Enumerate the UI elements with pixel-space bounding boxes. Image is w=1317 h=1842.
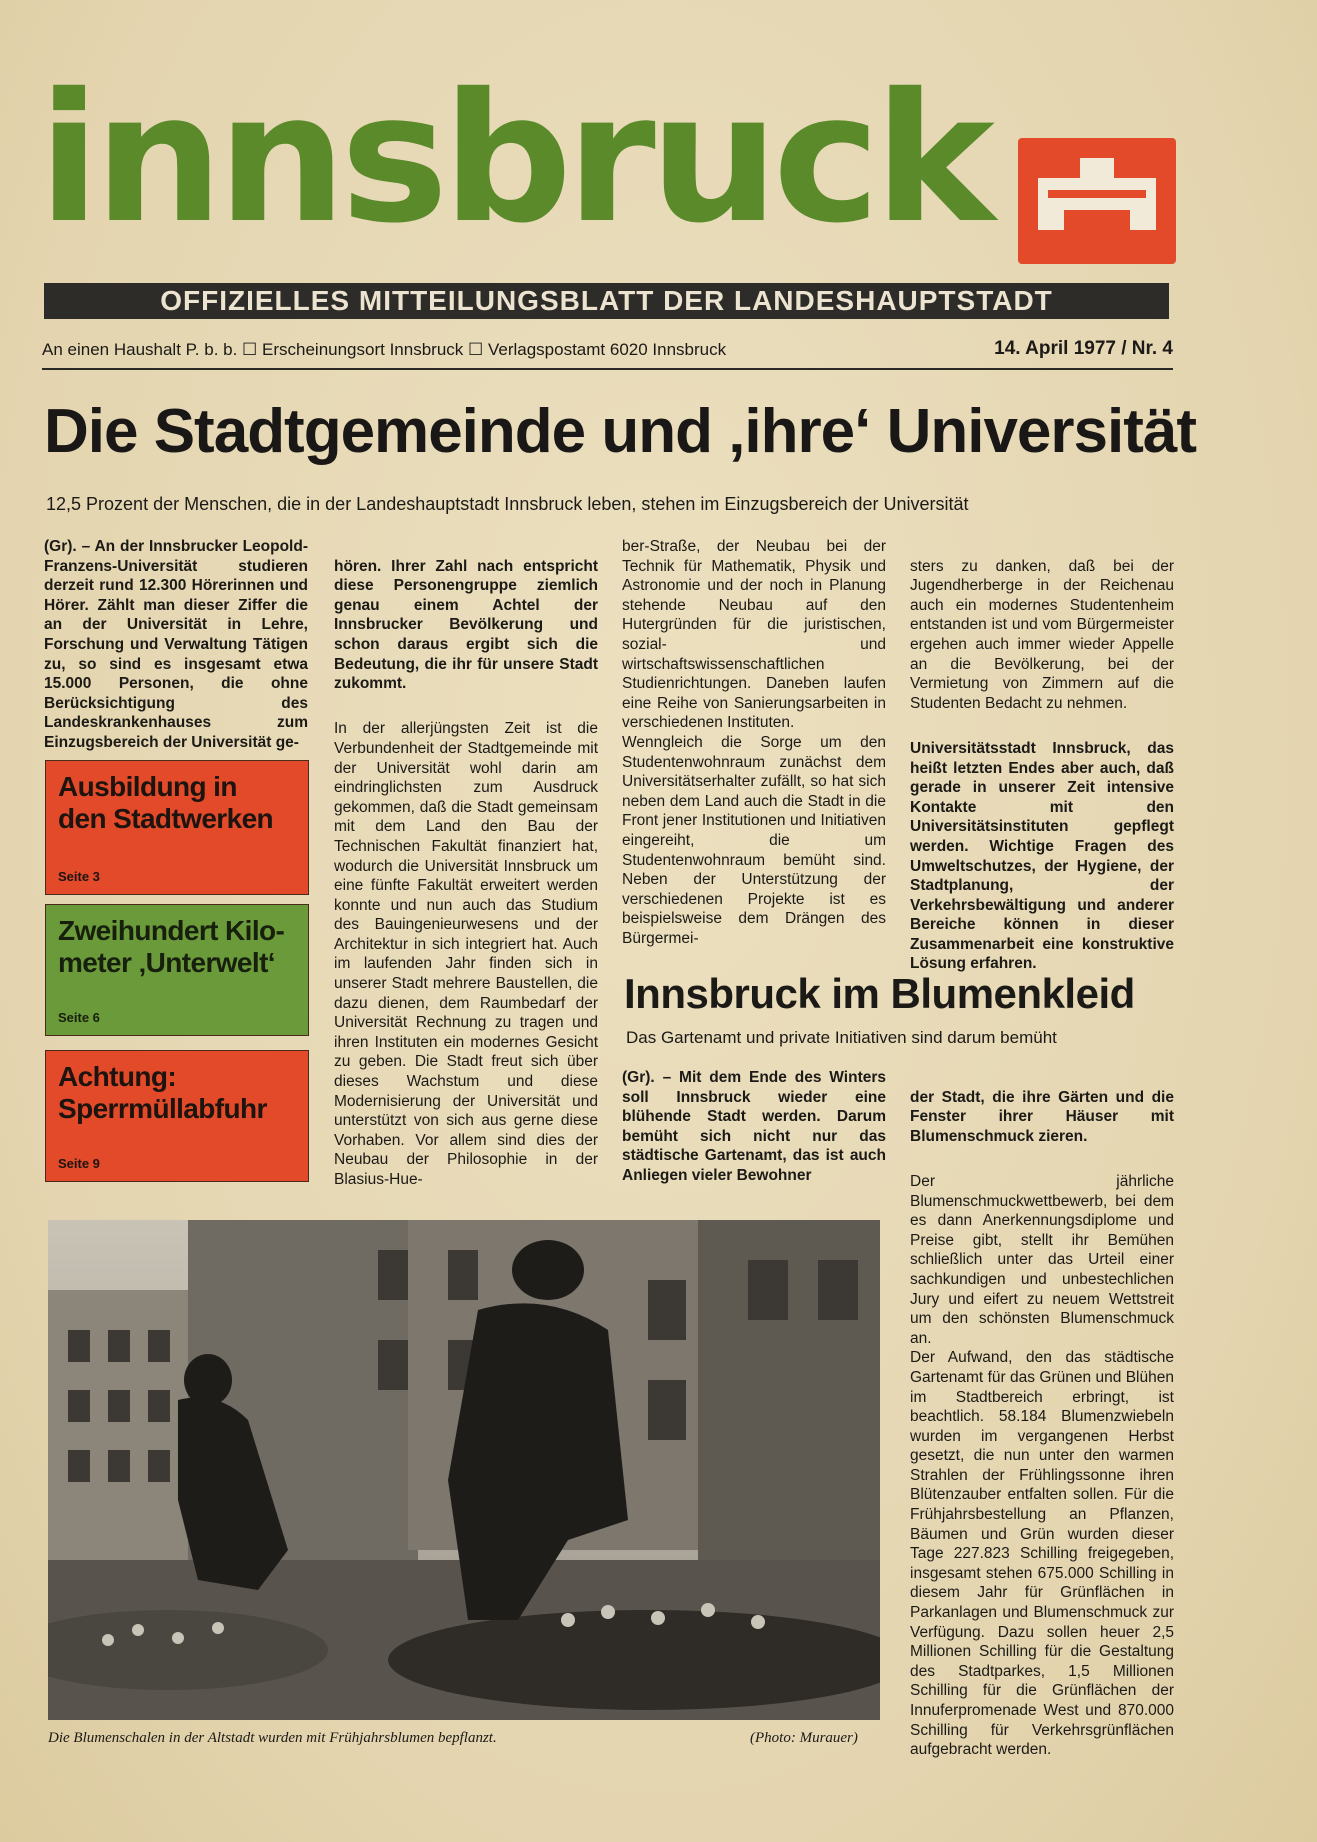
teaser-box-training[interactable] [45, 760, 309, 895]
article1-column-1: (Gr). – An der Innsbrucker Leopold-Franzens-Universität studieren derzeit rund 12.300 Hörerinnen und Hörer. Zählt man dieser Ziffer die an der Universität in Lehre, Forschung und Verwaltung Tätigen zu, so sind es insgesamt etwa 15.000 Personen, die ohne Berücksichtigung des Landeskrankenhauses zum Einzugsbereich der Universität ge- [44, 538, 308, 751]
article1-column-4-body: sters zu danken, daß bei der Jugendherberge in der Reichenau auch ein modernes Studentenheim entstanden ist und vom Bürgermeister ergehen auch immer wieder Appelle an die Bevölkerung, bei der Vermietung von Zimmern auf die Studenten Bedacht zu nehmen. [910, 557, 1174, 712]
second-headline: Innsbruck im Blumenkleid [624, 970, 1135, 1017]
teaser-page: Seite 3 [58, 869, 100, 884]
article1-column-2-lead: hören. Ihrer Zahl nach entspricht diese Personengruppe ziemlich genau einem Achtel der Innsbrucker Bevölkerung und schon daraus ergibt sich die Bedeutung, die ihr für unsere Stadt zukommt. [334, 557, 598, 693]
main-subhead: 12,5 Prozent der Menschen, die in der Landeshauptstadt Innsbruck leben, stehen im Einzugsbereich der Universität [46, 494, 969, 514]
article2-column-2-lead: der Stadt, die ihre Gärten und die Fenster ihrer Häuser mit Blumenschmuck zieren. [910, 1088, 1174, 1145]
article1-column-2-body: In der allerjüngsten Zeit ist die Verbundenheit der Stadtgemeinde mit der Universität wohl darin am eindringlichsten zum Ausdruck gekommen, daß die Stadt gemeinsam mit dem Land den Bau der Technischen Fakultät finanziert hat, wodurch die Universität Innsbruck um eine fünfte Fakultät erweitert werden konnte und nun auch das Studium des Bauingenieurwesens und der Architektur in sich integriert hat. Auch im laufenden Jahr finden sich in unserer Stadt mehrere Baustellen, die dazu dienen, dem Raumbedarf der Universität Rechnung zu tragen und ihren Instituten ein modernes Gesicht zu geben. Die Stadt freut sich über dieses Wachstum und diese Modernisierung der Universität und unterstützt von sich aus gerne diese Vorhaben. Vor allem sind dies der Neubau der Philosophie in der Blasius-Hue- [334, 720, 598, 1188]
article2-column-1: (Gr). – Mit dem Ende des Winters soll Innsbruck wieder eine blühende Stadt werden. Darum bemüht sich nicht nur das städtische Gartenamt, das ist auch Anliegen vieler Bewohner [622, 1069, 886, 1184]
masthead [38, 55, 1174, 266]
teaser-page: Seite 9 [58, 1156, 100, 1171]
second-subhead: Das Gartenamt und private Initiativen sind darum bemüht [626, 1028, 1057, 1047]
teaser-title: Achtung: Sperrmüllabfuhr [58, 1061, 267, 1124]
tagline-bar: OFFIZIELLES MITTEILUNGSBLATT DER LANDESHAUPTSTADT [44, 283, 1169, 319]
masthead-logo: innsbruck [38, 55, 989, 262]
teaser-title: Ausbildung in den Stadtwerken [58, 771, 274, 834]
main-headline: Die Stadtgemeinde und ‚ihre‘ Universität [44, 397, 1197, 466]
postal-info: An einen Haushalt P. b. b. ☐ Erscheinungsort Innsbruck ☐ Verlagspostamt 6020 Innsbruck [42, 340, 727, 359]
street-photo [48, 1220, 880, 1720]
photo-credit: (Photo: Murauer) [750, 1730, 858, 1746]
article1-column-4-closing: Universitätsstadt Innsbruck, das heißt letzten Endes aber auch, daß gerade in unserer Zeit intensive Kontakte mit den Universitätsinstituten gepflegt werden. Wichtige Fragen des Umweltschutzes, der Hygiene, der Stadtplanung, der Verkehrsbewältigung und anderer Bereiche können in dieser Zusammenarbeit eine konstruktive Lösung erfahren. [910, 739, 1174, 973]
meta-row [42, 338, 1173, 364]
teaser-box-underground[interactable] [45, 904, 309, 1036]
teaser-page: Seite 6 [58, 1010, 100, 1025]
article1-column-3: ber-Straße, der Neubau bei der Technik für Mathematik, Physik und Astronomie und der noch in Planung stehende Neubau auf den Hutergründen für die juristischen, sozial- und wirtschaftswissenschaftlichen Studienrichtungen. Daneben laufen eine Reihe von Sanierungsarbeiten in verschiedenen Instituten. Wenngleich die Sorge um den Studentenwohnraum zunächst dem Universitätserhalter zufällt, so hat sich neben dem Land auch die Stadt in die Front jener Institutionen und Initiativen eingereiht, die um Studentenwohnraum bemüht sind. Neben der Unterstützung der verschiedenen Projekte ist es beispielsweise dem Drängen des Bürgermei- [622, 538, 886, 947]
article1-column-4 [910, 537, 1174, 1000]
teaser-title: Zweihundert Kilo- meter ‚Unterwelt‘ [58, 915, 285, 978]
article2-column-2 [910, 1068, 1174, 1785]
city-emblem-icon [1018, 138, 1176, 264]
divider [42, 368, 1173, 370]
article1-column-2 [334, 537, 598, 1215]
photo-caption: Die Blumenschalen in der Altstadt wurden mit Frühjahrsblumen bepflanzt. [48, 1730, 497, 1746]
article2-column-2-body: Der jährliche Blumenschmuckwettbewerb, bei dem es dann Anerkennungsdiplome und Preise gibt, stellt ihr Bemühen schließlich unter das Urteil einer sachkundigen und unbestechlichen Jury und eifert zu neuem Wettstreit um den schönsten Blumenschmuck an. Der Aufwand, den das städtische Gartenamt für das Grünen und Blühen im Stadtbereich erbringt, ist beachtlich. 58.184 Blumenzwiebeln wurden im vergangenen Herbst gesetzt, die nun unter den warmen Strahlen der Frühlingssonne ihren Blütenzauber entfalten sollen. Für die Frühjahrsbestellung an Pflanzen, Bäumen und Grün wurden dieser Tage 227.823 Schilling freigegeben, insgesamt stehen 675.000 Schilling in diesem Jahr für Grünflächen in Parkanlagen und Blumenschmuck zur Verfügung. Dazu sollen heuer 2,5 Millionen Schilling für die Gestaltung des Stadtparkes, 1,5 Millionen Schilling für die Grünflächen der Innuferpromenade West und 870.000 Schilling für Verkehrsgrünflächen aufgebracht werden. [910, 1172, 1174, 1759]
issue-date: 14. April 1977 / Nr. 4 [994, 338, 1173, 359]
teaser-box-bulky-waste[interactable] [45, 1050, 309, 1182]
